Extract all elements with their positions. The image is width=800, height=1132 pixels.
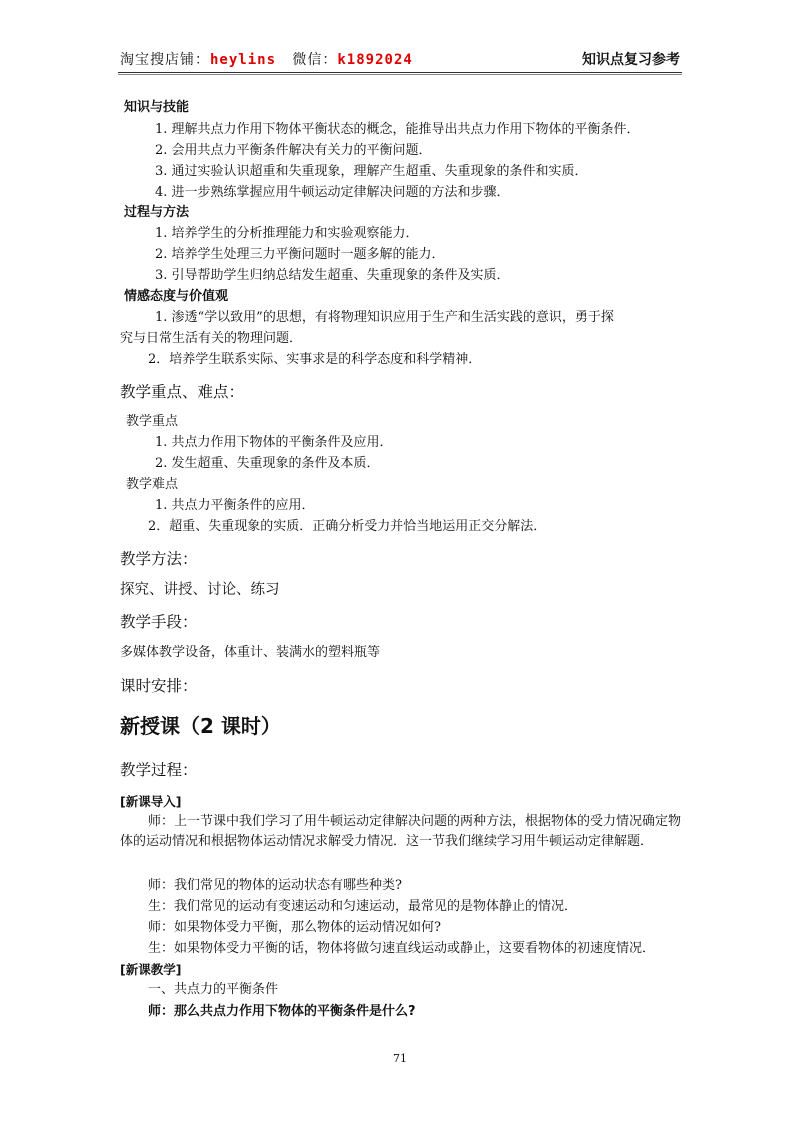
lesson-title: 新授课（2 课时）	[120, 714, 281, 738]
dialog-line: 师：如果物体受力平衡，那么物体的运动情况如何?	[148, 920, 441, 935]
intro-paragraph: 师：上一节课中我们学习了用牛顿运动定律解决问题的两种方法，根据物体的受力情况确定物体的运动情况和根据物体运动情况求解受力情况．这一节我们继续学习用牛顿运动定律解题．	[120, 814, 682, 849]
dialog-line: 师：我们常见的物体的运动状态有哪些种类?	[148, 878, 402, 893]
process-title: 过程与方法	[124, 205, 190, 220]
emotion-item-line: 究与日常生活有关的物理问题．	[120, 331, 303, 346]
shop-label: 淘宝搜店铺：	[120, 52, 210, 68]
emotion-item-line: 1. 渗透“学以致用”的思想，有将物理知识应用于生产和生活实践的意识，勇于探	[155, 310, 614, 325]
schedule-title: 课时安排：	[120, 677, 198, 695]
key-points-title: 教学重点、难点：	[120, 383, 245, 401]
method-text: 探究、讲授、讨论、练习	[120, 582, 280, 598]
teach-item: 一、共点力的平衡条件	[148, 982, 279, 997]
dialog-line: 生：如果物体受力平衡的话，物体将做匀速直线运动或静止，这要看物体的初速度情况．	[148, 941, 656, 956]
header-title: 知识点复习参考	[582, 52, 680, 68]
process-item: 3. 引导帮助学生归纳总结发生超重、失重现象的条件及实质．	[155, 268, 510, 283]
knowledge-item: 2. 会用共点力平衡条件解决有关力的平衡问题．	[155, 143, 432, 158]
means-text: 多媒体教学设备，体重计、装满水的塑料瓶等	[120, 645, 381, 660]
header-divider	[118, 72, 682, 73]
key-point-item: 2. 发生超重、失重现象的条件及本质．	[155, 456, 380, 471]
teaching-process-title: 教学过程：	[120, 761, 198, 779]
page-header	[120, 47, 682, 69]
means-title: 教学手段：	[120, 613, 198, 631]
knowledge-title: 知识与技能	[124, 100, 190, 115]
emotion-title: 情感态度与价值观	[124, 289, 229, 304]
process-item: 2. 培养学生处理三力平衡问题时一题多解的能力．	[155, 247, 445, 262]
key-point-item: 1. 共点力作用下物体的平衡条件及应用．	[155, 435, 393, 450]
dialog-line: 生：我们常见的运动有变速运动和匀速运动，最常见的是物体静止的情况．	[148, 899, 578, 914]
header-shop-info	[120, 49, 413, 69]
difficult-label: 教学难点	[126, 477, 179, 492]
key-point-label: 教学重点	[126, 414, 179, 429]
process-item: 1. 培养学生的分析推理能力和实验观察能力．	[155, 226, 419, 241]
knowledge-item: 4. 进一步熟练掌握应用牛顿运动定律解决问题的方法和步骤．	[155, 185, 510, 200]
knowledge-item: 1. 理解共点力作用下物体平衡状态的概念，能推导出共点力作用下物体的平衡条件．	[155, 122, 640, 137]
difficult-item: 2．超重、失重现象的实质．正确分析受力并恰当地运用正交分解法．	[148, 519, 547, 534]
emotion-item: 2．培养学生联系实际、实事求是的科学态度和科学精神．	[148, 352, 482, 367]
shop-name: heylins	[210, 52, 277, 68]
header-divider-thin	[118, 74, 682, 75]
teach-question: 师：那么共点力作用下物体的平衡条件是什么?	[148, 1004, 416, 1019]
teach-label: [新课教学]	[120, 962, 182, 977]
wechat-id: k1892024	[337, 52, 413, 68]
intro-label: [新课导入]	[120, 794, 182, 809]
wechat-label: 微信：	[292, 52, 338, 68]
method-title: 教学方法：	[120, 550, 198, 568]
knowledge-item: 3. 通过实验认识超重和失重现象，理解产生超重、失重现象的条件和实质．	[155, 164, 588, 179]
difficult-item: 1. 共点力平衡条件的应用．	[155, 498, 315, 513]
page-number: 71	[393, 1052, 407, 1065]
